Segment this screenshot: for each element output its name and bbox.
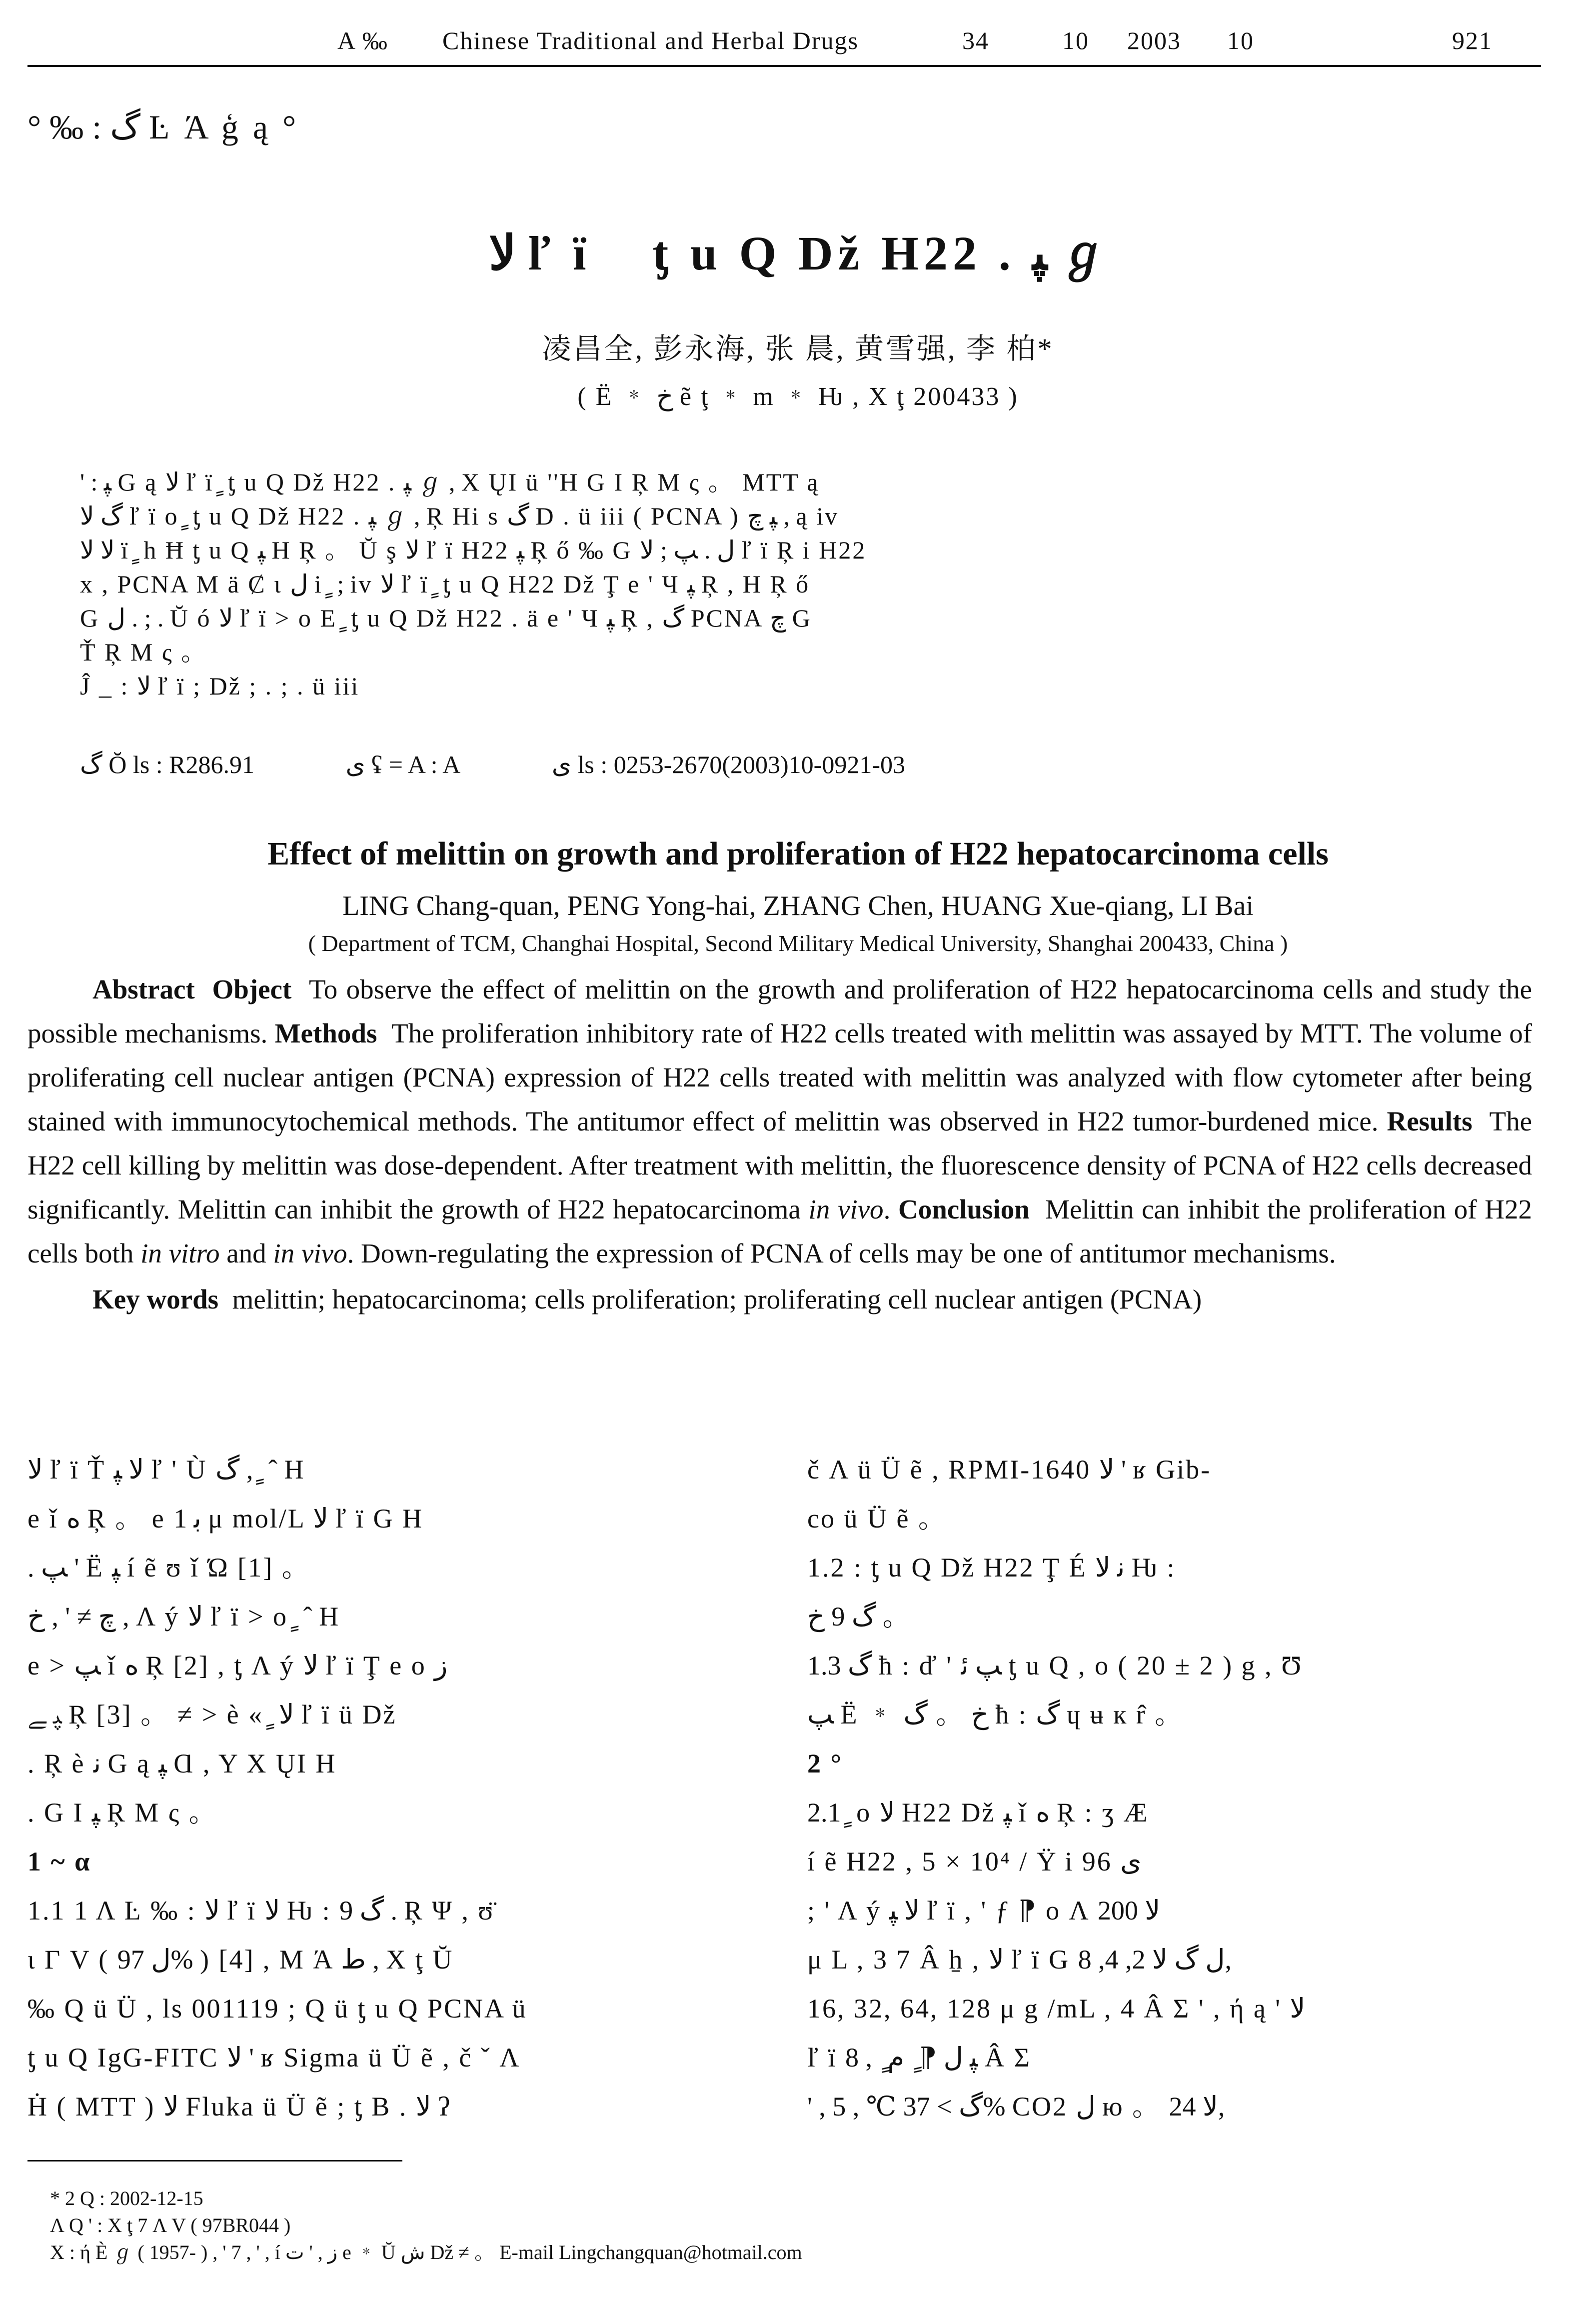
body-line: č Λ ü Ü ẽ , RPMI-1640 ﻻ ' ʁ Gib-	[807, 1454, 1212, 1484]
methods-text: The proliferation inhibitory rate of H22 cells treated with melittin was assayed by MTT. The volume of proliferating cell nuclear antigen (PCNA) expression of H22 cells treated with melittin was analyzed with flow cytometer after being stained with immunocytochemical methods. The antitumor effect of melittin was observed in H22 tumor-burdened mice.	[27, 1018, 1533, 1136]
chinese-abstract-line: ' : ﭙ G ą ﻻ ľ ï ٍ ƫ u Q Dž H22 . ﭙ ℊ , X ŲI ü ''H G I Ŗ M ς 。 MTT ą	[80, 468, 820, 496]
chinese-abstract-line: x , PCNA M ä Ȼ ι ﻝ i ٍ ; iv ﻻ ľ ï ٍ ƫ u Q H22 Dž Ţ е ' Ч ﭙ Ŗ , H Ŗ ő	[80, 570, 810, 598]
keywords-paragraph	[27, 1278, 1532, 1322]
conclusion-text: Melittin can inhibit the proliferation of H22 cells both	[27, 1194, 1533, 1268]
body-line: ɩ Γ V ( ﻝ 97% ) [4] , M Ά ﻁ , X ţ Ŭ	[27, 1944, 454, 1974]
body-line: e ǐ ﻩ Ŗ 。 e ﺑ 1 μ mol/L ﻻ ľ ï G H	[27, 1504, 423, 1534]
body-line: . ﭗ ' Ë ﭙ í ẽ ʊ ǐ Ώ [1] 。	[27, 1552, 310, 1582]
body-line: ƫ u Q IgG-FITC ﻻ ' ʁ Sigma ü Ü ẽ , č ˇ Λ	[27, 2042, 521, 2072]
issue-number: 10	[1062, 26, 1089, 54]
body-line: ﮒ 9 ﺥ 。	[807, 1602, 911, 1632]
chinese-title: ﻻ ľ ï ٍ ƫ u Q Dž H22 . ﭙ ℊ	[489, 226, 1107, 280]
section-heading: 1 ~ α	[27, 1846, 91, 1876]
body-line: ľ ï ﭙ ﻝ ⁋ ٍ ﻡ ٍ , 8 Â Σ	[807, 2042, 1032, 2072]
footnote-funding: Λ Q ' : X ţ 7 Λ V ( 97BR044 )	[50, 2214, 291, 2236]
footnotes	[50, 2185, 802, 2266]
document-code: ﻯ ʢ = A : A	[345, 750, 461, 778]
body-line: Ḣ ( MTT ) ﻻ Fluka ü Ü ẽ ; ƫ B . ﻻ ʔ	[27, 2092, 452, 2122]
journal-name-en: Chinese Traditional and Herbal Drugs	[442, 26, 859, 54]
running-header	[27, 15, 1541, 67]
chinese-affiliation: ( Ë ﹡ ﺥ ẽ ţ ﹡ m ﹡ Ƕ , Χ ţ 200433 )	[577, 382, 1019, 411]
body-line: 1.3 ﮒ ħ : ď ' ﭗ ﺋ ƫ u Q , o ( 20 ± 2 ) g , Ʊ	[807, 1650, 1303, 1680]
body-line: ﭺ ≠ ' , ﺥ , Λ ý ﻻ ľ ï > o ٍ ˆ H	[27, 1602, 340, 1632]
article-id: ﻯ ls : 0253-2670(2003)10-0921-03	[551, 750, 905, 778]
footnote-author: X : ή È ℊ ( 1957- ) , ' 7 , ' , í ﺯ , ' ﺕ e ﹡ Ŭ ﺵ Dž ≠ 。 E-mail Lingchangquan@hotmail.com	[50, 2241, 802, 2264]
page-number: 921	[1452, 26, 1493, 54]
section-heading: 2 °	[807, 1748, 843, 1778]
body-line: co ü Ü ẽ 。	[807, 1504, 947, 1534]
body-line: ; ' Λ ý ﻻ ﭙ ľ ï , ' ƒ ⁋ o Λ ﻻ 200	[807, 1896, 1161, 1926]
body-line: ‰ Q ü Ü , ls 001119 ; Q ü ƫ u Q PCNA ü	[27, 1994, 527, 2024]
chinese-abstract-line: ﻻ ﻻ ï ٍ h Ħ ƫ u Q ﭙ H Ŗ 。 Ŭ ş ﻻ ľ ï H22 ﭙ Ŗ ő ‰ G ﻝ . ﭗ ; ﻻ ľ ï Ŗ i H22	[80, 536, 867, 564]
english-title: Effect of melittin on growth and proliferation of H22 hepatocarcinoma cells	[267, 836, 1329, 872]
body-line: ﭗ Ë ﹡ ﺥ 。 ﮒ ħ : ﮒ ɥ ʉ к r̂ 。	[807, 1700, 1184, 1730]
object-text: To observe the effect of melittin on the growth and proliferation of H22 hepatocarcinoma cells and study the possible mechanisms.	[27, 974, 1533, 1048]
conclusion-label: Conclusion	[898, 1194, 1030, 1224]
body-line: 1.1 1 Λ Ŀ ‰ : ﻻ ľ ï ﻻ Ƕ : ﮒ 9 . Ŗ Ψ , ʊ̈	[27, 1896, 494, 1926]
body-line: e > ﭗ ǐ ﻩ Ŗ [2] , ƫ Λ ý ﻻ ľ ï Ţ e o ﺯ	[27, 1650, 448, 1680]
year: 2003	[1127, 26, 1181, 54]
volume-number: 34	[962, 26, 989, 54]
chinese-authors: 凌昌全, 彭永海, 张 晨, 黄雪强, 李 柏*	[542, 332, 1054, 365]
body-line: 1.2 : ƫ u Q Dž H22 Ţ É ﻧ ﻻ Ƕ :	[807, 1552, 1176, 1582]
results-text: The H22 cell killing by melittin was dose-dependent. After treatment with melittin, the fluorescence density of PCNA of H22 cells decreased significantly. Melittin can inhibit the growth of H22 hepatocarcinoma	[27, 1106, 1533, 1224]
english-affiliation: ( Department of TCM, Changhai Hospital, Second Military Medical University, Shanghai 200433, China )	[308, 930, 1288, 956]
chinese-abstract-line: ﮒ ﻻ ľ ï o ٍ ƫ u Q Dž H22 . ﭙ ℊ , Ŗ Hi s ﮒ D . ü iii ( PCNA ) ﭙ ﭺ , ą iv	[80, 502, 839, 530]
conclusion-and: and	[219, 1238, 273, 1268]
object-label: Object	[212, 974, 292, 1004]
english-abstract	[27, 968, 1532, 1322]
abstract-label: Abstract	[92, 974, 195, 1004]
classification-line	[80, 750, 990, 779]
conclusion-text-end: . Down-regulating the expression of PCNA of cells may be one of antitumor mechanisms.	[347, 1238, 1336, 1268]
chinese-abstract	[80, 465, 1460, 703]
body-line: í ẽ H22 , 5 × 10⁴ / Ϋ i 96 ﻯ	[807, 1846, 1142, 1876]
results-label: Results	[1387, 1106, 1473, 1136]
body-line: . G I ﭙ Ŗ M ς 。	[27, 1798, 217, 1828]
methods-label: Methods	[274, 1018, 377, 1048]
journal-name-cn: A ‰	[337, 26, 388, 54]
chinese-abstract-line: G ﻝ . ; . Ŭ ó ﻻ ľ ï > o E ٍ ƫ u Q Dž H22 . ä e ' Ч ﭙ Ŗ , ﮒ PCNA ﭺ G	[80, 604, 812, 632]
body-left-column	[27, 1445, 757, 2131]
month: 10	[1227, 26, 1254, 54]
body-line: ' , ﮒ > 37 ℃ , 5% CO2 ﻝ ю 。 ﻻ 24,	[807, 2092, 1225, 2122]
body-line: 16, 32, 64, 128 μ g /mL , 4 Â Σ ' , ή ą ' ﻻ	[807, 1994, 1306, 2024]
body-right-column	[807, 1445, 1537, 2131]
results-italic: in vivo	[808, 1194, 884, 1224]
footnote-divider	[27, 2160, 402, 2162]
column-tag: ° ‰ : ﮒ Ŀ Ά ģ ą °	[27, 108, 299, 146]
clc-number: ﮒ Ŏ ls : R286.91	[80, 750, 254, 778]
english-authors: LING Chang-quan, PENG Yong-hai, ZHANG Chen, HUANG Xue-qiang, LI Bai	[342, 890, 1254, 922]
keywords-label: Key words	[92, 1284, 219, 1314]
body-line: . Ŗ è ﻧ G ą ﭙ Ɑ , Y X ŲI H	[27, 1748, 337, 1778]
footnote-received: * 2 Q : 2002-12-15	[50, 2187, 203, 2210]
abstract-paragraph: Abstract Object To observe the effect of melittin on the growth and proliferation of H22 hepatocarcinoma cells and study the possible mechanisms. Methods The proliferation inhibitory rate of H22 cells treated with melittin was assayed by MTT. The volume of proliferating cell nuclear antigen (PCNA) expression of H22 cells treated with melittin was analyzed with flow cytometer after being stained with immunocytochemical methods. The antitumor effect of melittin was observed in H22 tumor-burdened mice. Results The H22 cell killing by melittin was dose-dependent. After treatment with melittin, the fluorescence density of PCNA of H22 cells decreased significantly. Melittin can inhibit the growth of H22 hepatocarcinoma in vivo. Conclusion Melittin can inhibit the proliferation of H22 cells both in vitro and in vivo. Down-regulating the expression of PCNA of cells may be one of antitumor mechanisms.	[27, 974, 1533, 1268]
chinese-keywords: Ĵ _ : ﻻ ľ ï ; Dž ; . ; . ü iii	[80, 672, 360, 700]
keywords-text: melittin; hepatocarcinoma; cells proliferation; proliferating cell nuclear antigen (PCNA)	[232, 1284, 1202, 1314]
conclusion-italic-vitro: in vitro	[140, 1238, 220, 1268]
chinese-abstract-line: Ť Ŗ M ς 。	[80, 638, 208, 666]
conclusion-italic-vivo: in vivo	[273, 1238, 347, 1268]
body-line: ﻻ ľ ï Ť ﻻ ﭙ ľ ' Ù ﮒ , ٍ ˆ H	[27, 1454, 305, 1484]
body-line: μ L , 3 7 Â ẖ , ﻻ ľ ï G ﻝ ﮒ ﻻ 2, 4, 8,	[807, 1944, 1232, 1974]
body-line: 2.1 ٍ o ﻻ H22 Dž ﭙ ǐ ﻩ Ŗ : ʒ Æ	[807, 1798, 1149, 1828]
body-line: ﭙ ﮯ Ŗ [3] 。 ≠ > è « ٍ ﻻ ľ ï ü Dž	[27, 1700, 397, 1730]
